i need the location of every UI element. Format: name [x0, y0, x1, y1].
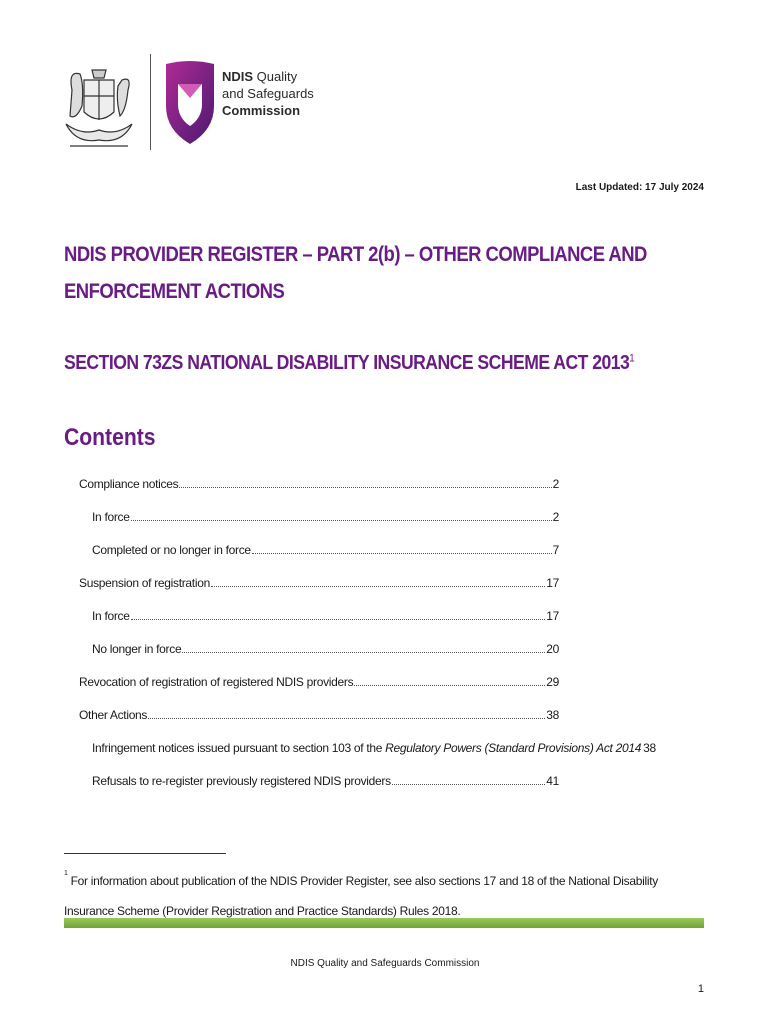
toc-page: 2 — [552, 477, 559, 491]
logo-divider — [150, 54, 151, 150]
toc-entry-compliance-in-force[interactable] — [92, 509, 559, 525]
footnote — [64, 866, 704, 926]
toc-label: Completed or no longer in force — [92, 543, 251, 557]
toc-entry-suspension[interactable] — [79, 575, 559, 591]
toc-label: In force — [92, 510, 130, 524]
toc-leader — [131, 609, 546, 620]
toc-label — [92, 740, 641, 756]
logo-text-quality: Quality — [253, 69, 298, 84]
logo-text-line2: and Safeguards — [222, 86, 314, 101]
footer-text: NDIS Quality and Safeguards Commission — [290, 958, 480, 969]
ndis-logo — [62, 36, 316, 168]
toc-leader — [182, 642, 545, 653]
toc-entry-compliance-completed[interactable] — [92, 542, 559, 558]
toc-label-text: Infringement notices issued pursuant to section 103 of the — [92, 741, 386, 755]
last-updated-date: Last Updated: 17 July 2024 — [575, 182, 704, 193]
toc-page: 20 — [546, 642, 559, 656]
toc-leader — [252, 543, 552, 554]
logo-text-line3: Commission — [222, 103, 301, 118]
coat-of-arms-icon — [62, 50, 136, 156]
toc-leader — [392, 774, 545, 785]
logo-text-ndis: NDIS — [222, 69, 254, 84]
toc-entry-compliance-notices[interactable] — [79, 476, 559, 492]
footer-accent-bar — [64, 918, 704, 928]
toc-label: In force — [92, 609, 130, 623]
footnote-text: For information about publication of the NDIS Provider Register, see also sections 17 and 18 of the National Disability Insurance Scheme (Provider Registration and Practice Standards) Rules 2018. — [64, 874, 658, 918]
toc-entry-infringement-notices[interactable] — [92, 740, 656, 756]
toc-label: Suspension of registration — [79, 576, 210, 590]
page-number: 1 — [697, 983, 704, 995]
section-heading-text: SECTION 73ZS NATIONAL DISABILITY INSURANCE SCHEME ACT 2013 — [64, 352, 630, 374]
toc-page: 38 — [546, 708, 559, 722]
toc-entry-other-actions[interactable] — [79, 707, 559, 723]
toc-entry-refusals[interactable] — [92, 773, 559, 789]
footnote-reference[interactable]: 1 — [629, 352, 635, 365]
ndis-shield-icon — [162, 58, 218, 148]
toc-leader — [211, 576, 545, 587]
section-heading — [64, 352, 634, 375]
toc-page: 17 — [546, 609, 559, 623]
toc-entry-suspension-no-longer[interactable] — [92, 641, 559, 657]
toc-leader — [354, 675, 545, 686]
toc-leader — [131, 510, 552, 521]
toc-page: 29 — [546, 675, 559, 689]
toc-entry-suspension-in-force[interactable] — [92, 608, 559, 624]
toc-label: No longer in force — [92, 642, 182, 656]
footnote-marker: 1 — [64, 870, 68, 877]
contents-heading: Contents — [64, 424, 156, 451]
toc-label: Compliance notices — [79, 477, 179, 491]
toc-entry-revocation[interactable] — [79, 674, 559, 690]
toc-label: Other Actions — [79, 708, 148, 722]
toc-leader — [179, 477, 551, 488]
toc-page: 7 — [552, 543, 559, 557]
logo-wordmark — [222, 68, 314, 119]
toc-page: 2 — [552, 510, 559, 524]
toc-label: Refusals to re-register previously registered NDIS providers — [92, 774, 391, 788]
toc-page: 41 — [546, 774, 559, 788]
footnote-separator — [64, 853, 226, 854]
toc-page: 38 — [643, 741, 656, 755]
toc-label: Revocation of registration of registered NDIS providers — [79, 675, 354, 689]
document-title: NDIS PROVIDER REGISTER – PART 2(b) – OTHER COMPLIANCE AND ENFORCEMENT ACTIONS — [64, 243, 647, 303]
toc-leader — [148, 708, 545, 719]
toc-page: 17 — [546, 576, 559, 590]
toc-label-act: Regulatory Powers (Standard Provisions) Act 2014 — [385, 741, 642, 755]
